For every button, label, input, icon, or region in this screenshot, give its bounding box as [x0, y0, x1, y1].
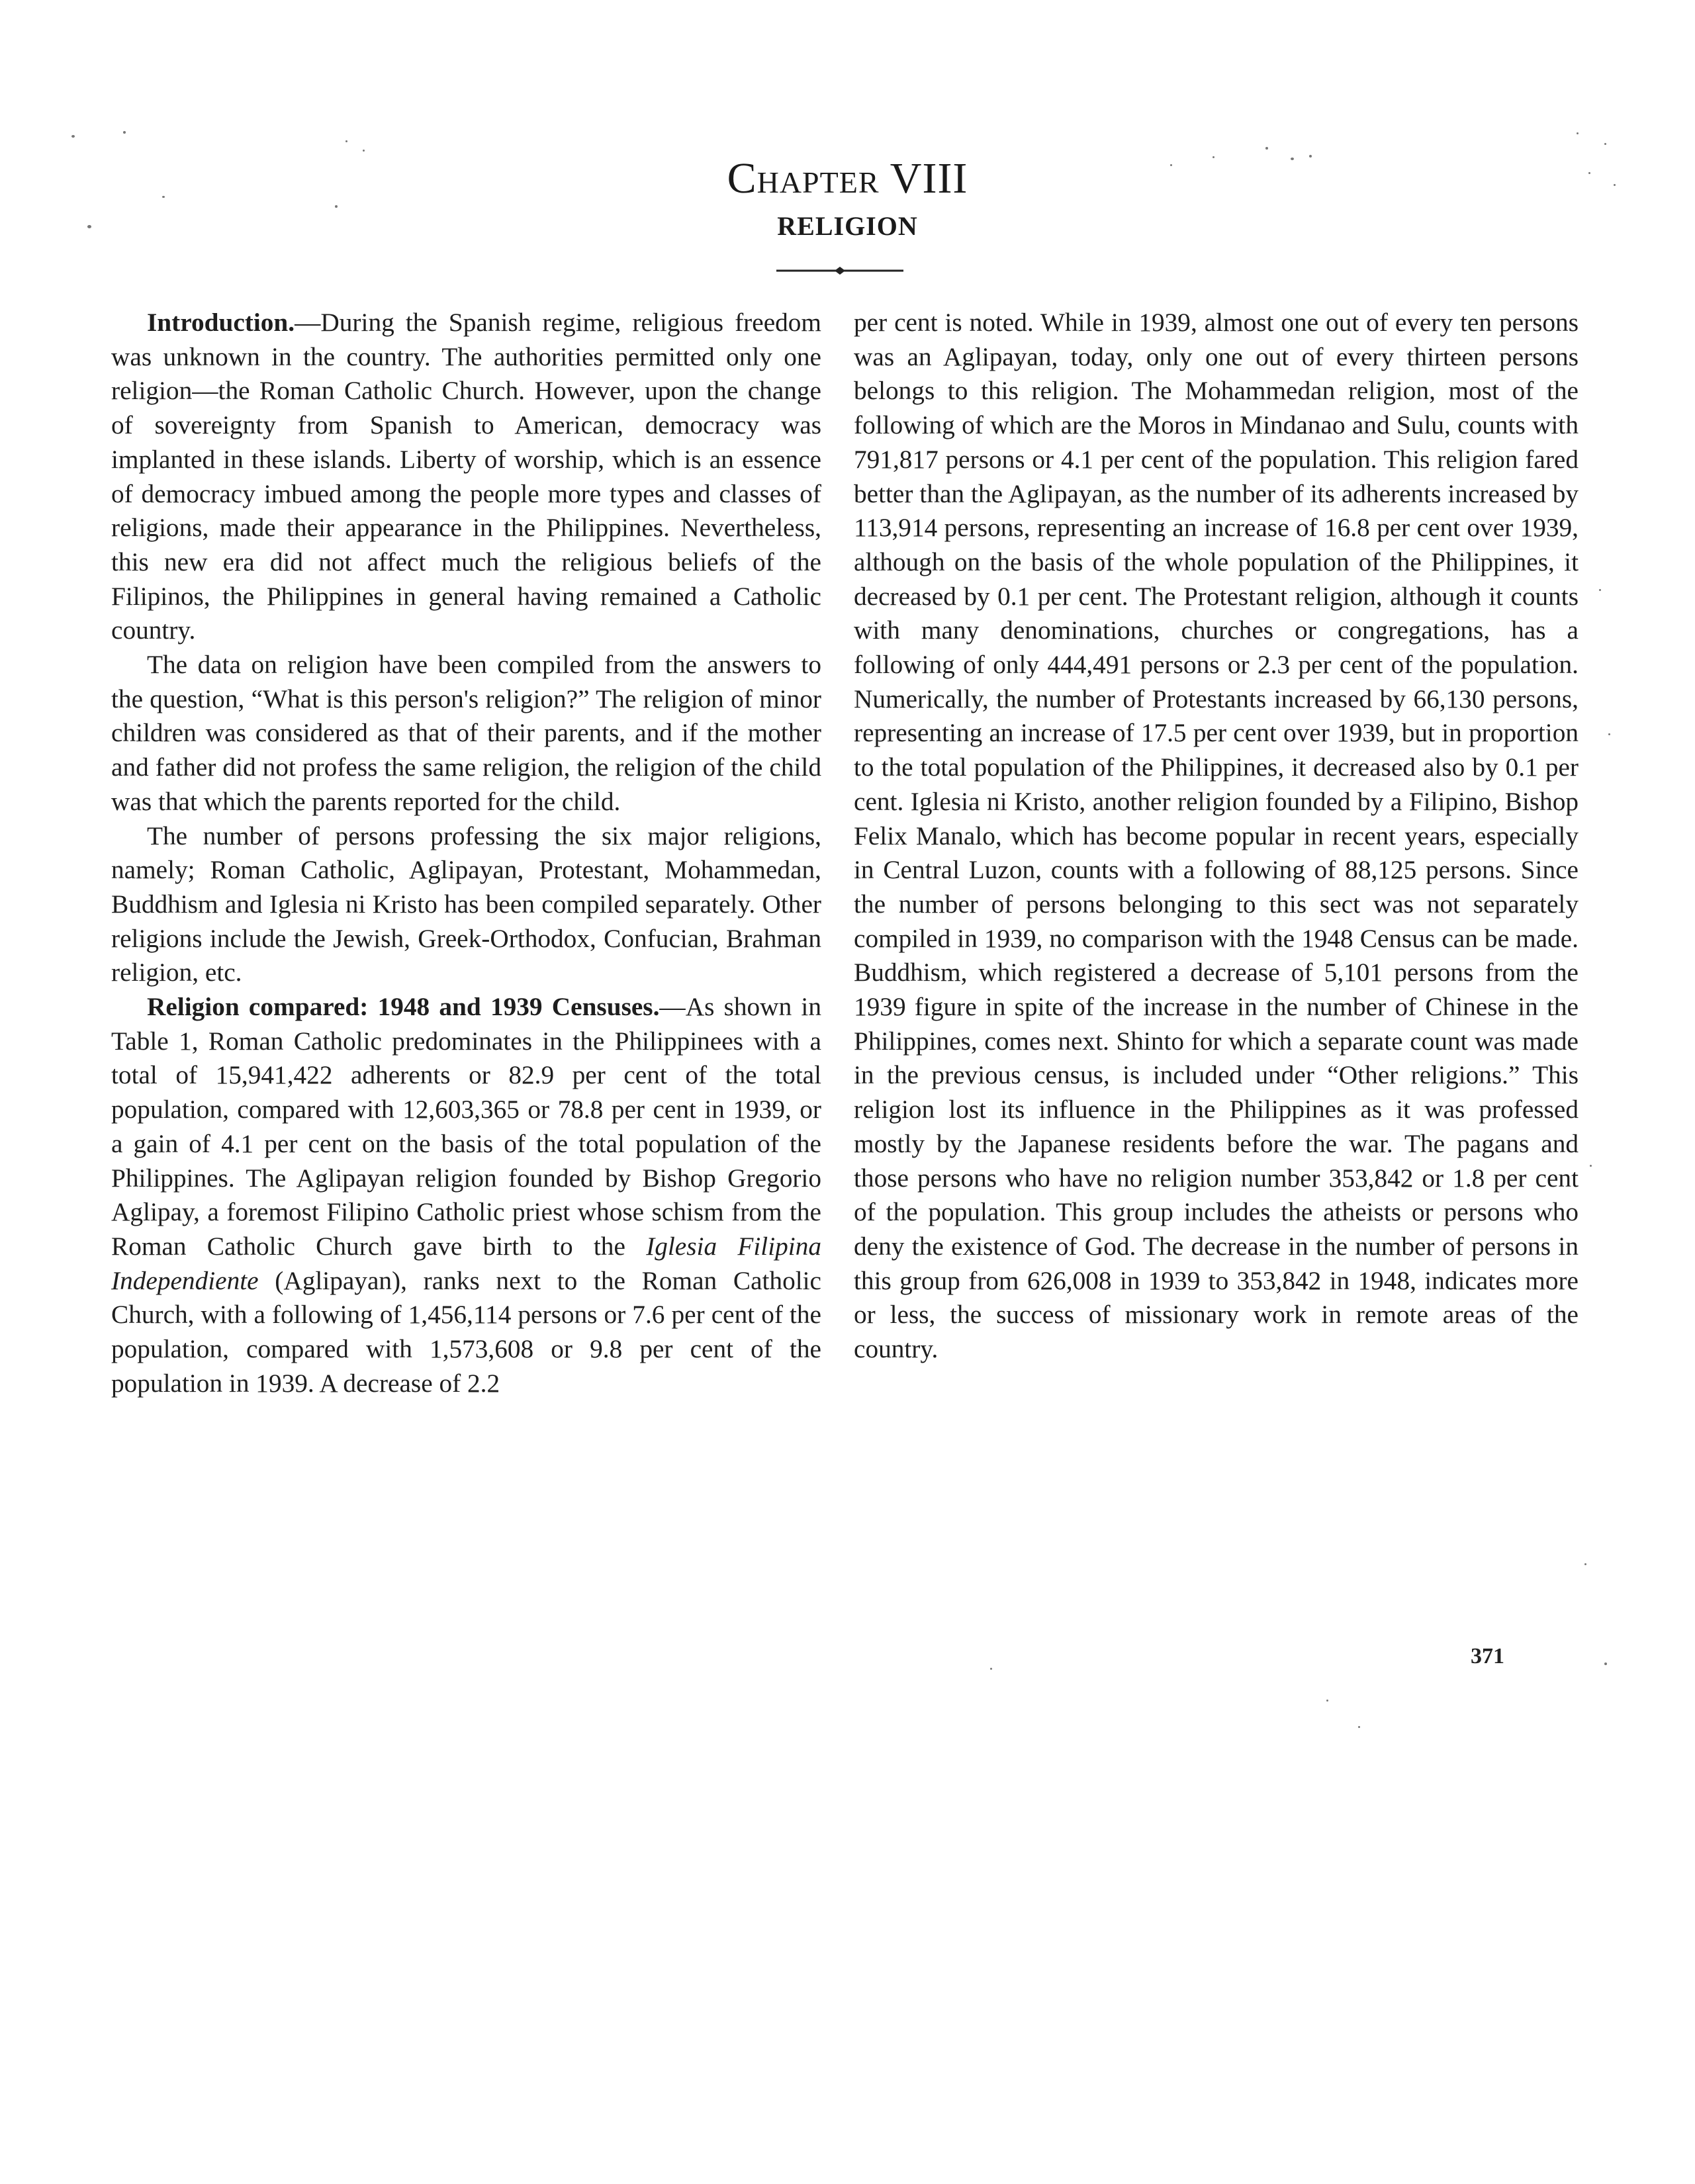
intro-paragraph [111, 306, 821, 648]
data-compilation-paragraph: The data on religion have been compiled from the answers to the question, “What is this person's religion?” The religion of minor children was considered as that of their parents, and if the mother and father did not profess the same religion, the religion of the child was that which the parents reported for the child. [111, 650, 821, 816]
comparison-body-a: —As shown in Table 1, Roman Catholic predominates in the Philippinees with a total of 15,941,422 adherents or 82.9 per cent of the total population, compared with 12,603,365 or 78.8 per cent in 1939, or a gain of 4.1 per cent on the basis of the total population of the Philippines. The Aglipayan religion founded by Bishop Gregorio Aglipay, a foremost Filipino Catholic priest whose schism from the Roman Catholic Church gave birth to the [111, 992, 821, 1261]
comparison-paragraph [111, 990, 821, 1400]
chapter-heading: Chapter VIII [727, 154, 968, 203]
section-title: RELIGION [777, 211, 918, 241]
continued-paragraph: per cent is noted. While in 1939, almost one out of every ten persons was an Aglipayan, today, only one out of every thirteen persons belongs to this religion. The Mohammedan religion, most of the following of which are the Moros in Mindanao and Sulu, counts with 791,817 persons or 4.1 per cent of the population. This religion fared better than the Aglipayan, as the number of its adherents increased by 113,914 persons, representing an increase of 16.8 per cent over 1939, although on the basis of the whole population of the Philippines, it decreased by 0.1 per cent. The Protestant religion, although it counts with many denominations, churches or congregations, has a following of only 444,491 persons or 2.3 per cent of the population. Numerically, the number of Protestants increased by 66,130 persons, representing an increase of 17.5 per cent over 1939, but in proportion to the total population of the Philippines, it decreased also by 0.1 per cent. Iglesia ni Kristo, another religion founded by a Filipino, Bishop Felix Manalo, which has become popular in recent years, especially in Central Luzon, counts with a following of 88,125 persons. Since the number of persons belonging to this sect was not separately compiled in 1939, no comparison with the 1948 Census can be made. Buddhism, which registered a decrease of 5,101 persons from the 1939 figure in spite of the increase in the number of Chinese in the Philippines, comes next. Shinto for which a separate count was made in the previous census, is included under “Other religions.” This religion lost its influence in the Philippines as it was professed mostly by the Japanese residents before the war. The pagans and those persons who have no religion number 353,842 or 1.8 per cent of the population. This group includes the atheists or persons who deny the existence of God. The decrease in the number of persons in this group from 626,008 in 1939 to 353,842 in 1948, indicates more or less, the success of missionary work in remote areas of the country. [854, 308, 1579, 1364]
major-religions-paragraph: The number of persons professing the six major religions, namely; Roman Catholic, Aglipayan, Protestant, Mohammedan, Buddhism and Iglesia ni Kristo has been compiled separately. Other religions include the Jewish, Greek-Orthodox, Confucian, Brahman religion, etc. [111, 821, 821, 987]
right-column [854, 306, 1579, 1367]
comparison-body-b: (Aglipayan), ranks next to the Roman Catholic Church, with a following of 1,456,114 persons or 7.6 per cent of the population, compared with 1,573,608 or 9.8 per cent of the population in 1939. A decrease of 2.2 [111, 1265, 821, 1398]
iglesia-filipina-name: Iglesia Filipina Independiente [111, 1231, 821, 1295]
left-column [111, 306, 821, 1401]
intro-body: —During the Spanish regime, religious freedom was unknown in the country. The authorities permitted only one religion—the Roman Catholic Church. However, upon the change of sovereignty from Spanish to American, democracy was implanted in these islands. Liberty of worship, which is an essence of democracy imbued among the people more types and classes of religions, made their appearance in the Philippines. Nevertheless, this new era did not affect much the religious beliefs of the Filipinos, the Philippines in general having remained a Catholic country. [111, 308, 821, 645]
intro-lead: Introduction. [147, 308, 295, 337]
comparison-lead: Religion compared: 1948 and 1939 Censuses. [147, 992, 660, 1022]
page-number: 371 [1471, 1644, 1504, 1668]
divider-ornament [774, 266, 906, 275]
